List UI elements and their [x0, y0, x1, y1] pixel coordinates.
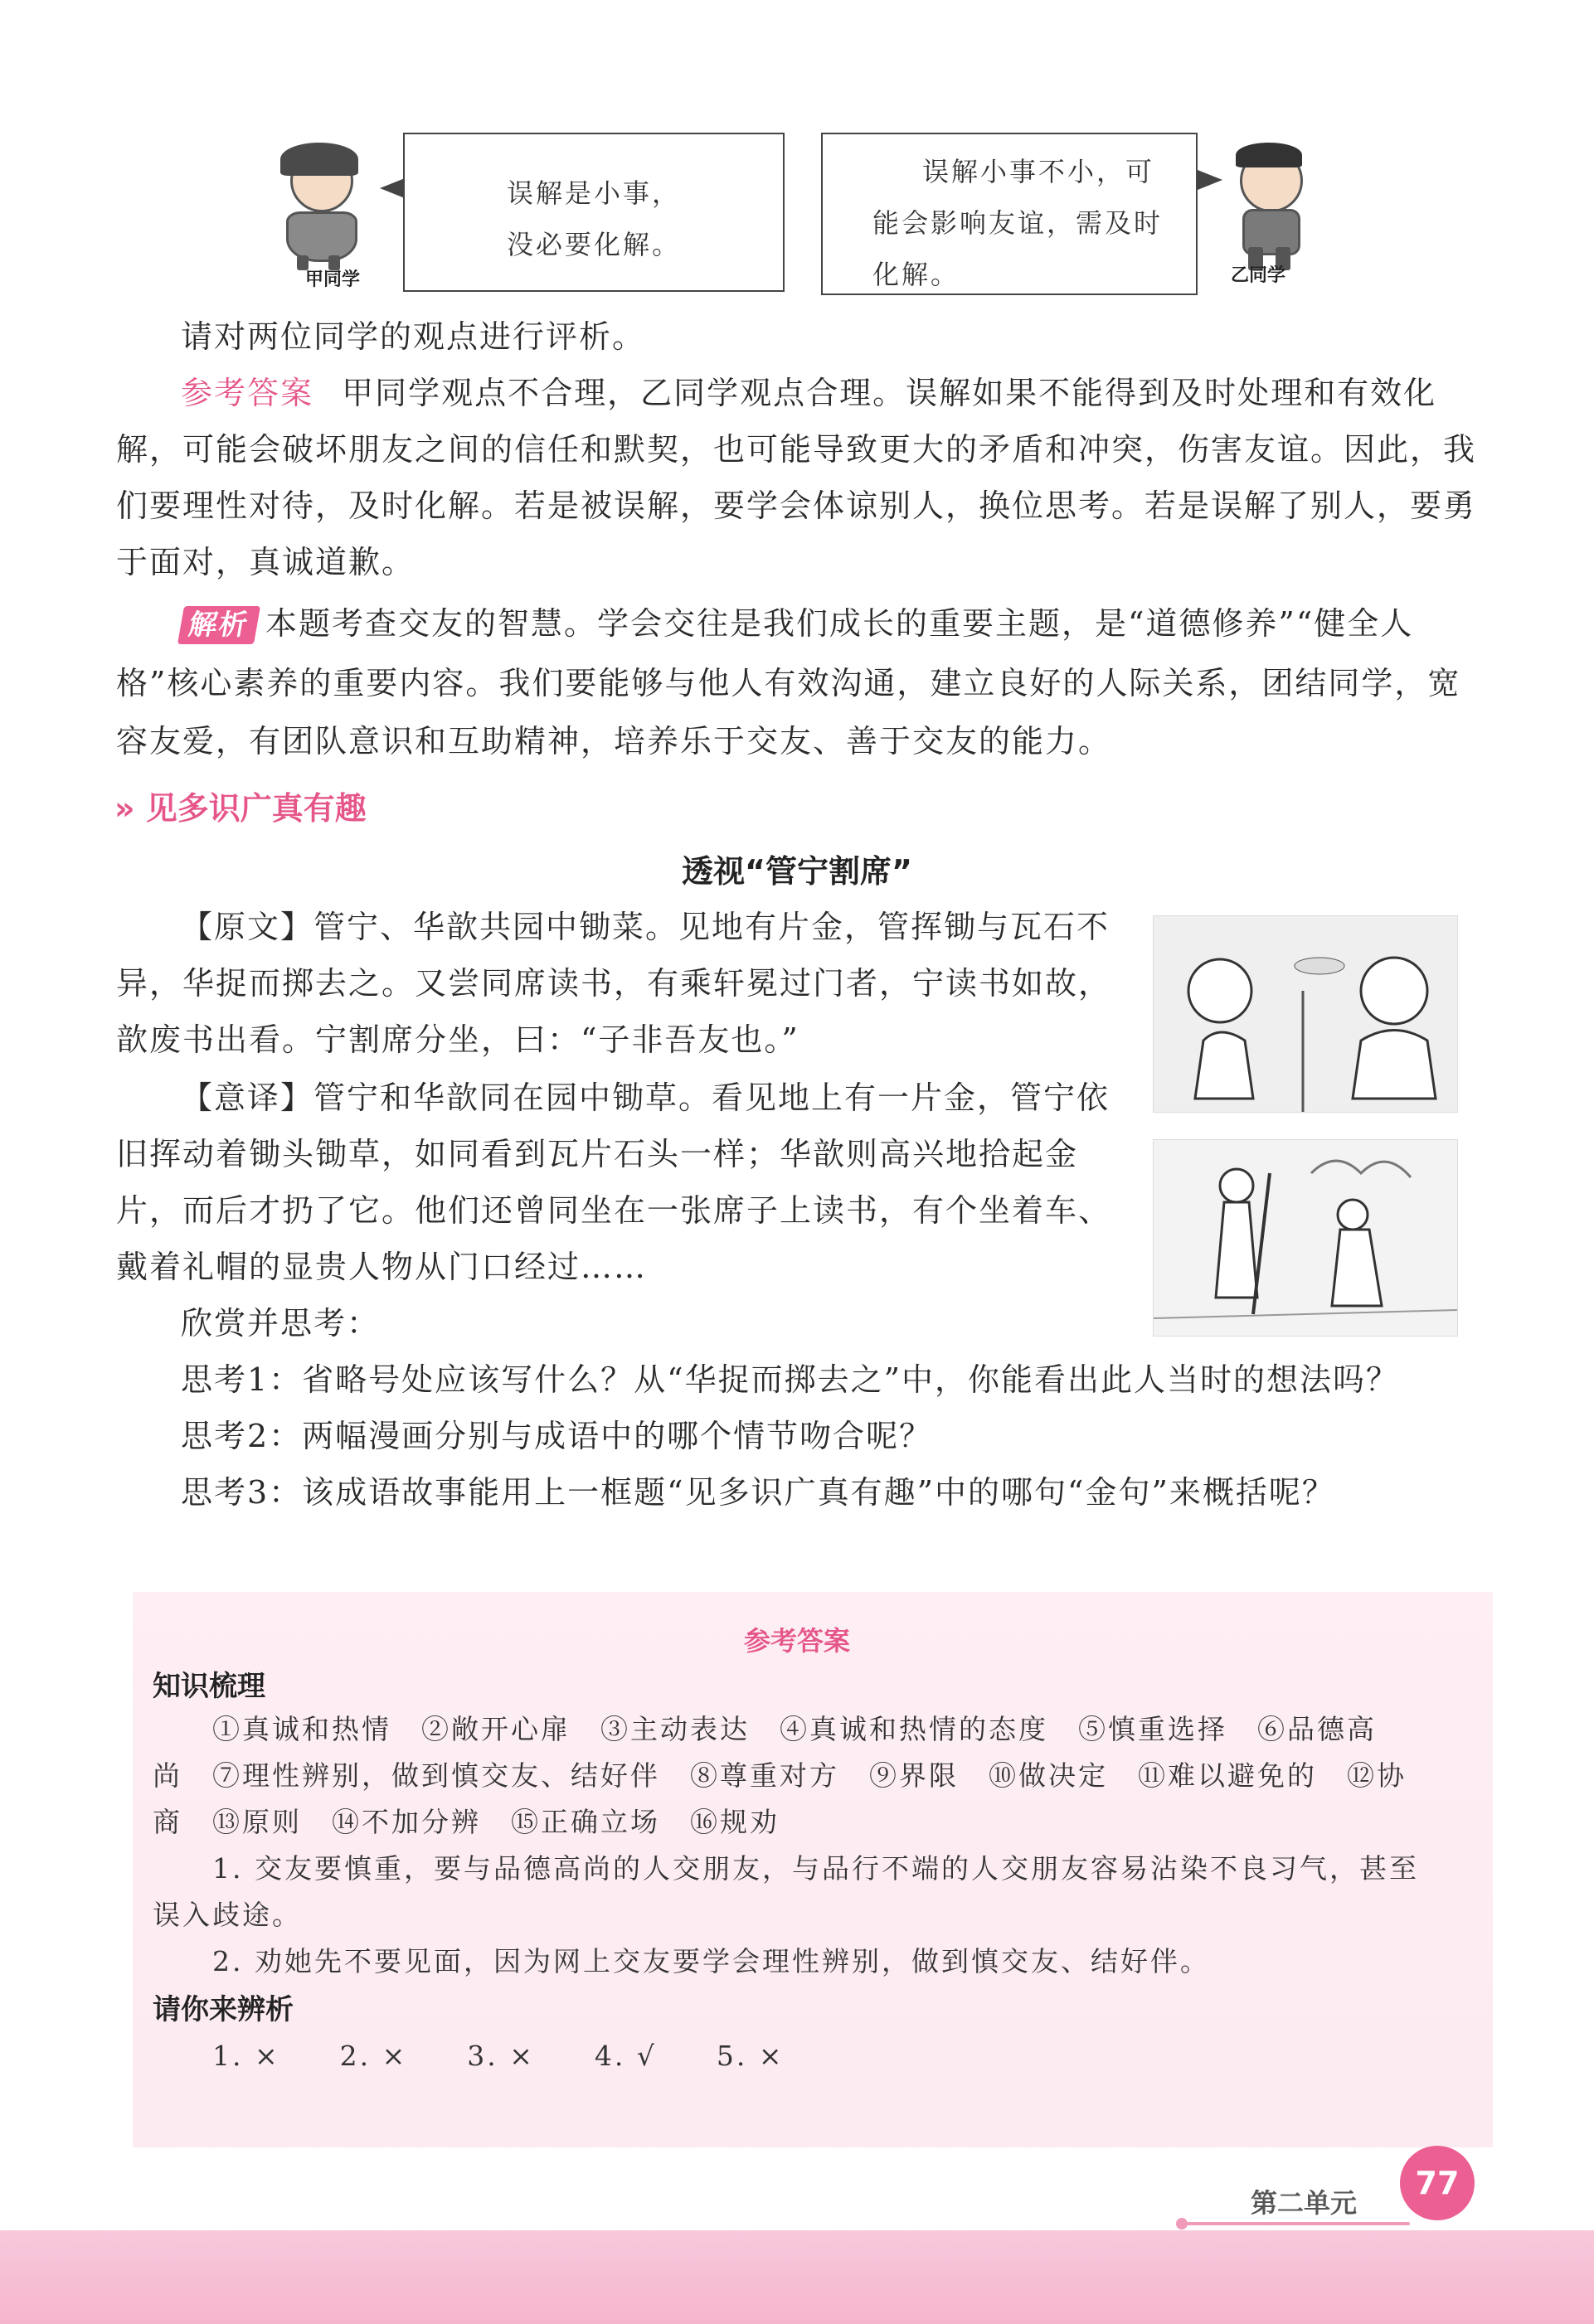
- analysis-line1: [181, 595, 1413, 652]
- page-number: 77: [1400, 2146, 1475, 2220]
- original-line2: 异，华捉而掷去之。又尝同席读书，有乘轩冕过门者，宁读书如故，: [116, 965, 1112, 1002]
- translation-line4: 戴着礼帽的显贵人物从门口经过……: [116, 1249, 648, 1285]
- knowledge-item2: 2. 劝她先不要见面，因为网上交友要学会理性辨别，做到慎交友、结好伴。: [212, 1945, 1210, 1977]
- double-chevron-icon: »: [114, 790, 135, 827]
- translation-line2: 旧挥动着锄头锄草，如同看到瓦片石头一样；华歆则高兴地拾起金: [116, 1136, 1079, 1172]
- judge-heading: 请你来辨析: [153, 1993, 294, 2026]
- bubble-a-tail: [380, 178, 405, 198]
- think-2: 思考2：两幅漫画分别与成语中的哪个情节吻合呢？: [181, 1418, 933, 1454]
- knowledge-heading: 知识梳理: [153, 1670, 265, 1703]
- bubble-b-tail: [1198, 170, 1222, 190]
- translation-line3: 片，而后才扔了它。他们还曾同坐在一张席子上读书，有个坐着车、: [116, 1192, 1112, 1229]
- knowledge-line1: ①真诚和热情 ②敞开心扉 ③主动表达 ④真诚和热情的态度 ⑤慎重选择 ⑥品德高: [212, 1713, 1377, 1745]
- bubble-a-line1: 误解是小事，: [506, 177, 681, 209]
- think-1: 思考1：省略号处应该写什么？从“华捉而掷去之”中，你能看出此人当时的想法吗？: [181, 1361, 1400, 1398]
- student-b-label: 乙同学: [1231, 265, 1286, 286]
- unit-label: 第二单元: [1251, 2187, 1358, 2219]
- reference-answer-line1: [181, 365, 1436, 421]
- student-a-label: 甲同学: [305, 269, 361, 290]
- knowledge-item1-a: 1. 交友要慎重，要与品德高尚的人交朋友，与品行不端的人交朋友容易沾染不良习气，甚至: [212, 1852, 1419, 1885]
- comic-reading-drawing: [1154, 916, 1457, 1112]
- knowledge-item1-b: 误入歧途。: [153, 1899, 302, 1931]
- section-heading: [114, 783, 367, 828]
- bubble-a-line2: 没必要化解。: [506, 229, 681, 260]
- original-line1: 【原文】管宁、华歆共园中锄菜。见地有片金，管挥锄与瓦石不: [181, 909, 1110, 945]
- knowledge-line3: 商 ⑬原则 ⑭不加分辨 ⑮正确立场 ⑯规劝: [153, 1806, 780, 1838]
- answers-title: 参考答案: [743, 1625, 850, 1657]
- comic-garden-drawing: [1154, 1140, 1457, 1336]
- reference-answer-line2: 解，可能会破坏朋友之间的信任和默契，也可能导致更大的矛盾和冲突，伤害友谊。因此，我: [116, 431, 1477, 468]
- comic-garden-illustration: [1153, 1139, 1458, 1337]
- bubble-b-line2: 能会影响友谊，需及时: [872, 207, 1164, 239]
- question-text: 请对两位同学的观点进行评析。: [181, 318, 646, 355]
- appreciate-text: 欣赏并思考：: [181, 1305, 381, 1342]
- reference-answer-label: 参考答案: [181, 375, 314, 411]
- think-3: 思考3：该成语故事能用上一框题“见多识广真有趣”中的哪句“金句”来概括呢？: [181, 1474, 1335, 1511]
- bubble-b: [821, 133, 1198, 295]
- comic-reading-illustration: [1153, 915, 1458, 1113]
- footer-line: [1178, 2222, 1410, 2225]
- judge-answers: 1. × 2. × 3. × 4. √ 5. ×: [212, 2040, 785, 2072]
- translation-line1: 【意译】管宁和华歆同在园中锄草。看见地上有一片金，管宁依: [181, 1080, 1110, 1116]
- reference-answer-line3: 们要理性对待，及时化解。若是被误解，要学会体谅别人，换位思考。若是误解了别人，要勇: [116, 488, 1477, 524]
- footer-band: [0, 2230, 1594, 2324]
- analysis-text1: 本题考查交友的智慧。学会交往是我们成长的重要主题，是“道德修养”“健全人: [265, 605, 1414, 642]
- story-title: 透视“管宁割席”: [682, 853, 912, 890]
- analysis-label: 解析: [177, 606, 260, 644]
- analysis-line3: 容友爱，有团队意识和互助精神，培养乐于交友、善于交友的能力。: [116, 723, 1112, 759]
- bubble-b-line1: 误解小事不小，可: [922, 156, 1155, 187]
- reference-answer-text1: 甲同学观点不合理，乙同学观点合理。误解如果不能得到及时处理和有效化: [342, 375, 1437, 411]
- knowledge-line2: 尚 ⑦理性辨别，做到慎交友、结好伴 ⑧尊重对方 ⑨界限 ⑩做决定 ⑪难以避免的 ⑫协: [153, 1759, 1407, 1792]
- bubble-b-line3: 化解。: [872, 259, 960, 290]
- bubble-a: [403, 133, 785, 292]
- section-heading-text: 见多识广真有趣: [145, 790, 367, 827]
- analysis-line2: 格”核心素养的重要内容。我们要能够与他人有效沟通，建立良好的人际关系，团结同学，宽: [116, 665, 1461, 701]
- reference-answer-line4: 于面对，真诚道歉。: [116, 544, 416, 580]
- original-line3: 歆废书出看。宁割席分坐，曰：“子非吾友也。”: [116, 1021, 799, 1058]
